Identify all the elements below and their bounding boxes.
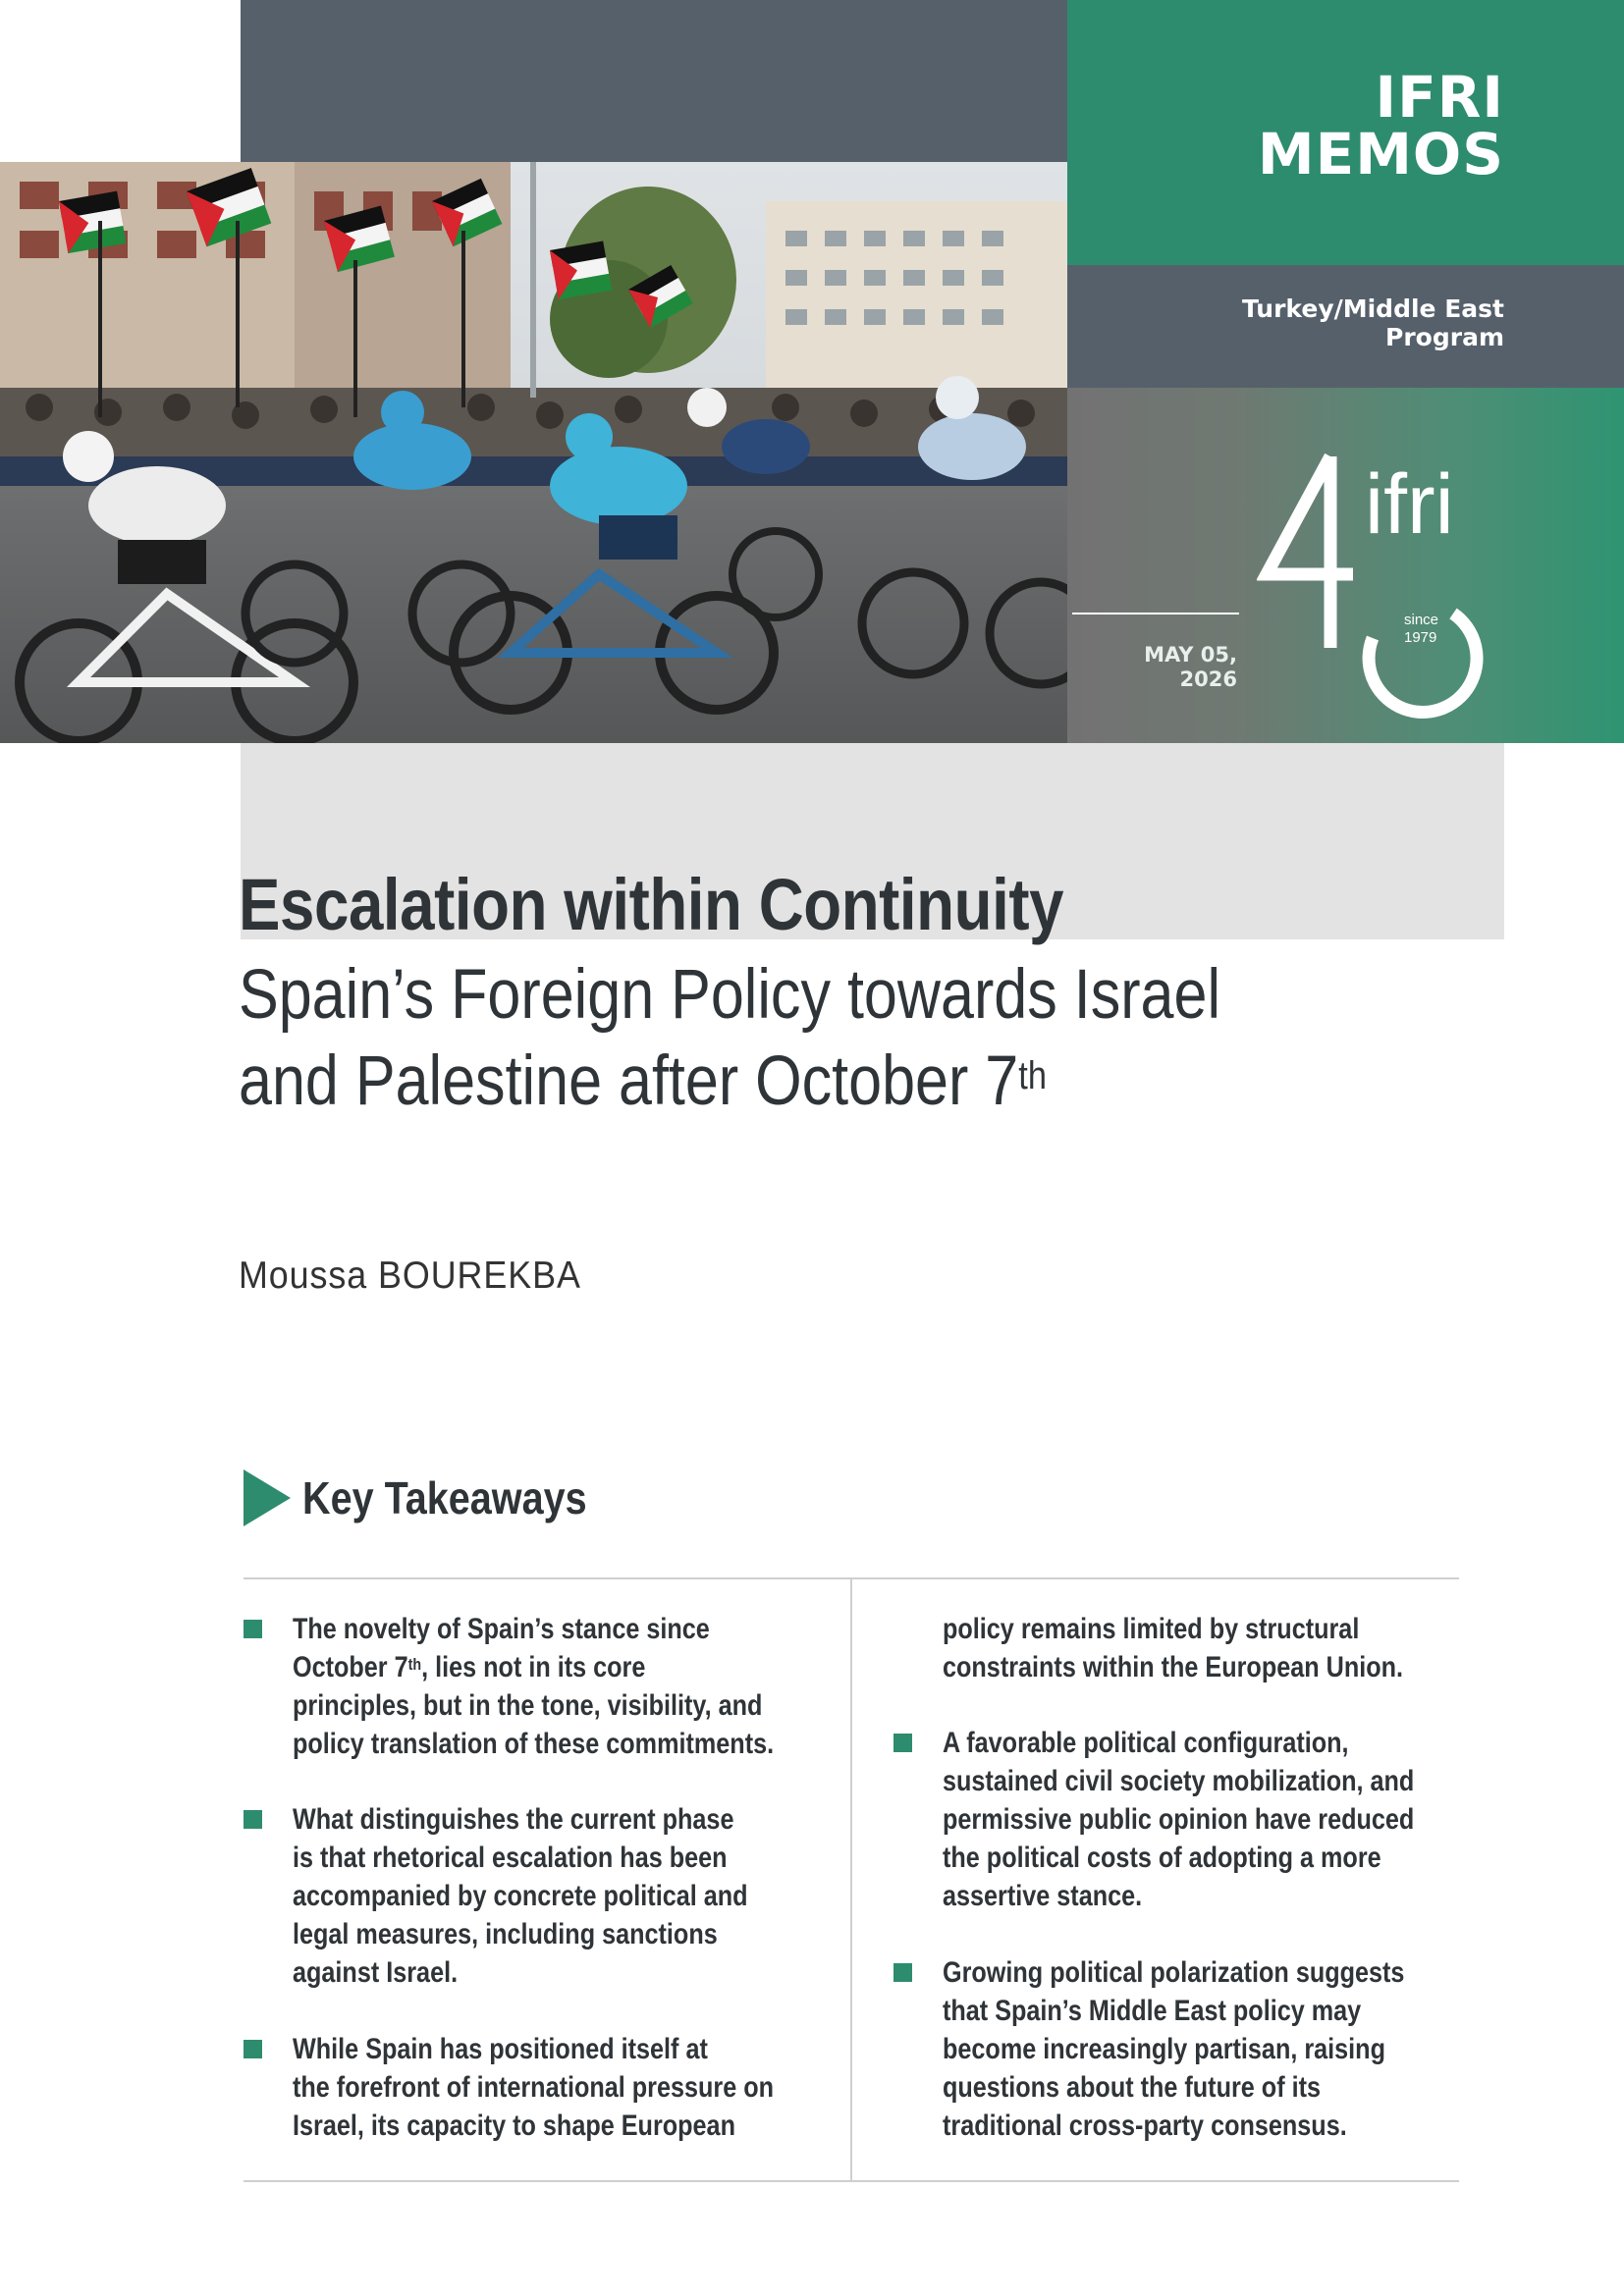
ifri-40-logo: [1257, 447, 1512, 721]
takeaway-text: [943, 1953, 1487, 2145]
takeaway-text: [293, 1610, 837, 1763]
subtitle-line2: [239, 1039, 1220, 1125]
bullet-square-icon: [244, 1620, 262, 1638]
takeaway-line: The novelty of Spain’s stance since: [293, 1613, 710, 1645]
takeaway-line: traditional cross-party consensus.: [943, 2109, 1347, 2142]
key-takeaways-heading: Key Takeaways: [302, 1472, 587, 1523]
bullet-square-icon: [244, 1810, 262, 1829]
date-line1: MAY 05,: [1144, 643, 1237, 667]
logo-ifri-text: ifri: [1365, 457, 1454, 552]
takeaway-fragment: October 7: [293, 1651, 408, 1683]
series-line2: MEMOS: [1257, 121, 1504, 187]
document-subtitle: [239, 952, 1220, 1125]
takeaway-text: [293, 2030, 837, 2145]
program-line2: Program: [1385, 323, 1504, 351]
takeaways-bottom-rule: [244, 2180, 1459, 2182]
series-line1: IFRI: [1375, 64, 1504, 131]
publication-date: [1119, 643, 1237, 692]
bullet-square-icon: [893, 1734, 912, 1752]
series-title: [1257, 64, 1504, 187]
takeaway-line: policy translation of these commitments.: [293, 1728, 775, 1760]
takeaway-line: A favorable political configuration,: [943, 1727, 1349, 1759]
subtitle-superscript: th: [1018, 1054, 1047, 1097]
takeaway-line: sustained civil society mobilization, and: [943, 1765, 1415, 1797]
header-slate-band: [241, 0, 1067, 162]
takeaway-line: accompanied by concrete political and: [293, 1880, 748, 1912]
takeaway-line: [293, 1648, 837, 1686]
takeaway-text: [943, 1610, 1487, 1686]
takeaway-text: [943, 1724, 1487, 1915]
bullet-square-icon: [893, 1963, 912, 1982]
date-line2: 2026: [1179, 667, 1237, 691]
cover-photo: [0, 162, 1067, 743]
program-label: [1242, 294, 1504, 351]
takeaway-line: against Israel.: [293, 1956, 459, 1989]
subtitle-line2-text: and Palestine after October 7: [239, 1042, 1019, 1120]
logo-since-label: since: [1404, 612, 1439, 628]
takeaway-line: that Spain’s Middle East policy may: [943, 1995, 1362, 2027]
takeaway-line: is that rhetorical escalation has been: [293, 1842, 728, 1874]
takeaway-line: legal measures, including sanctions: [293, 1918, 718, 1950]
bullet-square-icon: [244, 2040, 262, 2058]
cyclists-photo-icon: [0, 162, 1067, 743]
takeaway-line: the political costs of adopting a more: [943, 1842, 1381, 1874]
takeaway-line: assertive stance.: [943, 1880, 1143, 1912]
date-divider: [1072, 613, 1239, 614]
takeaway-line: policy remains limited by structural: [943, 1613, 1360, 1645]
document-title: Escalation within Continuity: [239, 864, 1064, 945]
takeaway-line: questions about the future of its: [943, 2071, 1321, 2104]
subtitle-line1: Spain’s Foreign Policy towards Israel: [239, 956, 1221, 1034]
takeaway-fragment: , lies not in its core: [421, 1651, 646, 1683]
author-name: Moussa BOUREKBA: [239, 1255, 581, 1297]
takeaways-column-divider: [850, 1577, 852, 2180]
takeaway-line: become increasingly partisan, raising: [943, 2033, 1385, 2065]
takeaway-line: Israel, its capacity to shape European: [293, 2109, 735, 2142]
takeaway-line: constraints within the European Union.: [943, 1651, 1404, 1683]
takeaway-text: [293, 1800, 837, 1992]
takeaway-line: principles, but in the tone, visibility, and: [293, 1689, 763, 1722]
play-arrow-icon: [244, 1469, 291, 1526]
takeaway-line: the forefront of international pressure on: [293, 2071, 775, 2104]
logo-since-year: 1979: [1404, 629, 1437, 646]
takeaway-superscript: th: [407, 1655, 422, 1674]
takeaway-line: Growing political polarization suggests: [943, 1956, 1405, 1989]
takeaway-line: While Spain has positioned itself at: [293, 2033, 708, 2065]
takeaway-line: permissive public opinion have reduced: [943, 1803, 1415, 1836]
program-line1: Turkey/Middle East: [1241, 294, 1504, 323]
takeaway-line: What distinguishes the current phase: [293, 1803, 734, 1836]
